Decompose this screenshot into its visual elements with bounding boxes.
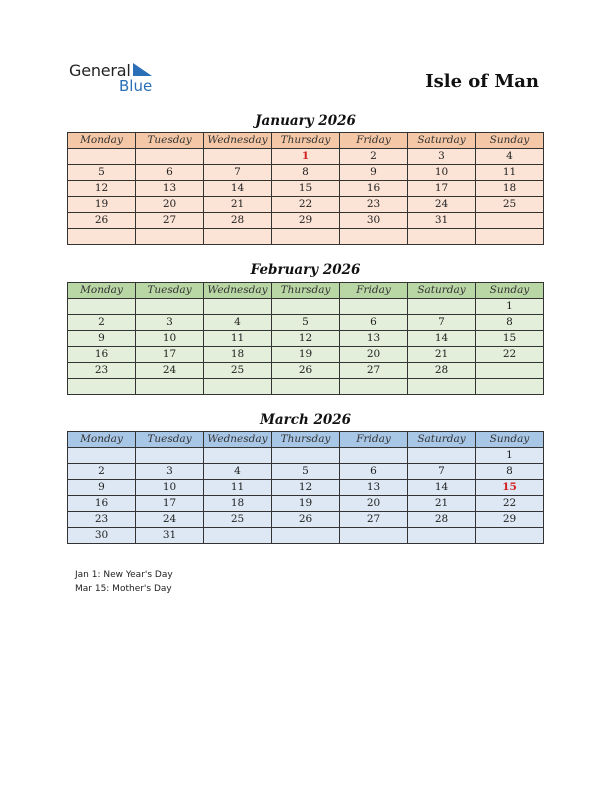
day-cell: 15 xyxy=(272,181,340,197)
day-cell xyxy=(272,379,340,395)
day-cell xyxy=(136,379,204,395)
day-cell: 13 xyxy=(340,480,408,496)
day-cell xyxy=(204,528,272,544)
day-cell xyxy=(204,149,272,165)
day-cell: 5 xyxy=(68,165,136,181)
weekday-header: Thursday xyxy=(272,283,340,299)
week-row xyxy=(68,165,544,181)
day-cell xyxy=(272,299,340,315)
weekday-header: Sunday xyxy=(476,133,544,149)
day-cell: 13 xyxy=(340,331,408,347)
day-cell: 5 xyxy=(272,464,340,480)
day-cell: 7 xyxy=(408,315,476,331)
day-cell: 1 xyxy=(476,299,544,315)
month-title-march: March 2026 xyxy=(259,412,352,428)
day-cell: 6 xyxy=(340,464,408,480)
day-cell: 27 xyxy=(136,213,204,229)
day-cell: 6 xyxy=(340,315,408,331)
day-cell: 11 xyxy=(204,331,272,347)
week-row xyxy=(68,512,544,528)
week-row xyxy=(68,229,544,245)
day-cell xyxy=(476,213,544,229)
day-cell: 12 xyxy=(272,480,340,496)
month-title-january: January 2026 xyxy=(255,113,356,129)
day-cell: 19 xyxy=(272,347,340,363)
day-cell: 28 xyxy=(204,213,272,229)
day-cell: 18 xyxy=(204,347,272,363)
day-cell: 26 xyxy=(272,363,340,379)
week-row xyxy=(68,315,544,331)
day-cell: 17 xyxy=(408,181,476,197)
day-cell: 23 xyxy=(340,197,408,213)
day-cell: 4 xyxy=(204,315,272,331)
day-cell: 29 xyxy=(476,512,544,528)
day-cell: 10 xyxy=(136,480,204,496)
day-cell: 23 xyxy=(68,363,136,379)
day-cell xyxy=(204,229,272,245)
day-cell: 31 xyxy=(136,528,204,544)
day-cell xyxy=(272,448,340,464)
day-cell: 2 xyxy=(68,464,136,480)
weekday-header: Wednesday xyxy=(204,432,272,448)
day-cell: 24 xyxy=(136,512,204,528)
week-row xyxy=(68,347,544,363)
logo-text-blue: Blue xyxy=(119,77,153,95)
day-cell: 14 xyxy=(408,331,476,347)
day-cell: 16 xyxy=(68,347,136,363)
day-cell xyxy=(272,229,340,245)
day-cell xyxy=(68,448,136,464)
weekday-header: Wednesday xyxy=(204,283,272,299)
weekday-header: Thursday xyxy=(272,133,340,149)
day-cell xyxy=(272,528,340,544)
week-row xyxy=(68,197,544,213)
weekday-header: Friday xyxy=(340,432,408,448)
day-cell: 2 xyxy=(340,149,408,165)
day-cell: 18 xyxy=(476,181,544,197)
day-cell: 26 xyxy=(68,213,136,229)
day-cell: 30 xyxy=(68,528,136,544)
day-cell: 1 xyxy=(476,448,544,464)
weekday-header: Sunday xyxy=(476,283,544,299)
day-cell: 14 xyxy=(408,480,476,496)
day-cell: 4 xyxy=(204,464,272,480)
day-cell xyxy=(136,448,204,464)
week-row xyxy=(68,299,544,315)
day-cell xyxy=(476,229,544,245)
day-cell: 9 xyxy=(68,480,136,496)
week-row xyxy=(68,496,544,512)
logo-text-general: General xyxy=(69,61,131,80)
day-cell xyxy=(136,149,204,165)
week-row xyxy=(68,213,544,229)
day-cell xyxy=(476,363,544,379)
day-cell: 3 xyxy=(136,464,204,480)
day-cell: 25 xyxy=(476,197,544,213)
day-cell: 19 xyxy=(272,496,340,512)
day-cell: 25 xyxy=(204,363,272,379)
calendar-table-february xyxy=(67,282,544,395)
day-cell xyxy=(408,229,476,245)
day-cell: 4 xyxy=(476,149,544,165)
day-cell xyxy=(68,149,136,165)
day-cell xyxy=(408,528,476,544)
day-cell: 29 xyxy=(272,213,340,229)
day-cell xyxy=(408,299,476,315)
day-cell: 22 xyxy=(272,197,340,213)
day-cell xyxy=(476,528,544,544)
week-row xyxy=(68,149,544,165)
day-cell xyxy=(476,379,544,395)
day-cell: 13 xyxy=(136,181,204,197)
day-cell: 20 xyxy=(340,496,408,512)
weekday-header: Tuesday xyxy=(136,133,204,149)
weekday-header: Monday xyxy=(68,432,136,448)
day-cell: 27 xyxy=(340,363,408,379)
calendar-table-january xyxy=(67,132,544,245)
weekday-header: Friday xyxy=(340,133,408,149)
holiday-notes xyxy=(75,568,173,596)
day-cell: 16 xyxy=(340,181,408,197)
day-cell: 8 xyxy=(476,315,544,331)
weekday-header-row xyxy=(68,432,544,448)
weekday-header: Tuesday xyxy=(136,432,204,448)
day-cell: 12 xyxy=(272,331,340,347)
day-cell xyxy=(204,448,272,464)
weekday-header: Saturday xyxy=(408,432,476,448)
day-cell xyxy=(408,379,476,395)
day-cell: 9 xyxy=(68,331,136,347)
day-cell: 14 xyxy=(204,181,272,197)
week-row xyxy=(68,379,544,395)
day-cell: 24 xyxy=(136,363,204,379)
weekday-header: Saturday xyxy=(408,133,476,149)
day-cell: 20 xyxy=(340,347,408,363)
weekday-header: Saturday xyxy=(408,283,476,299)
weekday-header: Monday xyxy=(68,283,136,299)
day-cell: 2 xyxy=(68,315,136,331)
week-row xyxy=(68,464,544,480)
holiday-note: Mar 15: Mother's Day xyxy=(75,584,172,594)
generalblue-logo xyxy=(69,61,179,97)
day-cell: 21 xyxy=(204,197,272,213)
weekday-header-row xyxy=(68,283,544,299)
day-cell: 21 xyxy=(408,347,476,363)
day-cell xyxy=(68,379,136,395)
day-cell: 17 xyxy=(136,347,204,363)
day-cell: 8 xyxy=(476,464,544,480)
day-cell: 1 xyxy=(272,149,340,165)
day-cell: 9 xyxy=(340,165,408,181)
day-cell: 8 xyxy=(272,165,340,181)
holiday-note: Jan 1: New Year's Day xyxy=(75,570,173,580)
day-cell xyxy=(340,528,408,544)
day-cell: 6 xyxy=(136,165,204,181)
day-cell: 27 xyxy=(340,512,408,528)
day-cell: 7 xyxy=(408,464,476,480)
day-cell: 31 xyxy=(408,213,476,229)
day-cell: 26 xyxy=(272,512,340,528)
month-title-february: February 2026 xyxy=(250,262,361,278)
calendar-table-march xyxy=(67,431,544,544)
day-cell xyxy=(340,299,408,315)
day-cell xyxy=(408,448,476,464)
weekday-header: Sunday xyxy=(476,432,544,448)
day-cell: 17 xyxy=(136,496,204,512)
day-cell: 7 xyxy=(204,165,272,181)
weekday-header: Tuesday xyxy=(136,283,204,299)
weekday-header: Monday xyxy=(68,133,136,149)
weekday-header: Thursday xyxy=(272,432,340,448)
day-cell: 22 xyxy=(476,496,544,512)
day-cell: 5 xyxy=(272,315,340,331)
day-cell: 20 xyxy=(136,197,204,213)
day-cell: 30 xyxy=(340,213,408,229)
day-cell xyxy=(204,299,272,315)
day-cell xyxy=(340,379,408,395)
day-cell: 24 xyxy=(408,197,476,213)
day-cell: 19 xyxy=(68,197,136,213)
day-cell: 12 xyxy=(68,181,136,197)
day-cell xyxy=(68,229,136,245)
weekday-header-row xyxy=(68,133,544,149)
day-cell: 16 xyxy=(68,496,136,512)
day-cell xyxy=(68,299,136,315)
weekday-header: Wednesday xyxy=(204,133,272,149)
day-cell: 22 xyxy=(476,347,544,363)
day-cell: 18 xyxy=(204,496,272,512)
day-cell xyxy=(340,229,408,245)
day-cell: 10 xyxy=(408,165,476,181)
day-cell: 3 xyxy=(408,149,476,165)
day-cell: 11 xyxy=(476,165,544,181)
weekday-header: Friday xyxy=(340,283,408,299)
day-cell: 15 xyxy=(476,480,544,496)
week-row xyxy=(68,448,544,464)
week-row xyxy=(68,181,544,197)
day-cell xyxy=(204,379,272,395)
day-cell: 3 xyxy=(136,315,204,331)
week-row xyxy=(68,480,544,496)
day-cell: 11 xyxy=(204,480,272,496)
day-cell xyxy=(340,448,408,464)
day-cell: 21 xyxy=(408,496,476,512)
day-cell xyxy=(136,229,204,245)
day-cell: 10 xyxy=(136,331,204,347)
week-row xyxy=(68,363,544,379)
day-cell: 28 xyxy=(408,363,476,379)
week-row xyxy=(68,528,544,544)
day-cell xyxy=(136,299,204,315)
day-cell: 28 xyxy=(408,512,476,528)
day-cell: 15 xyxy=(476,331,544,347)
logo-triangle-icon xyxy=(133,63,153,77)
week-row xyxy=(68,331,544,347)
day-cell: 25 xyxy=(204,512,272,528)
day-cell: 23 xyxy=(68,512,136,528)
country-title: Isle of Man xyxy=(425,71,539,92)
